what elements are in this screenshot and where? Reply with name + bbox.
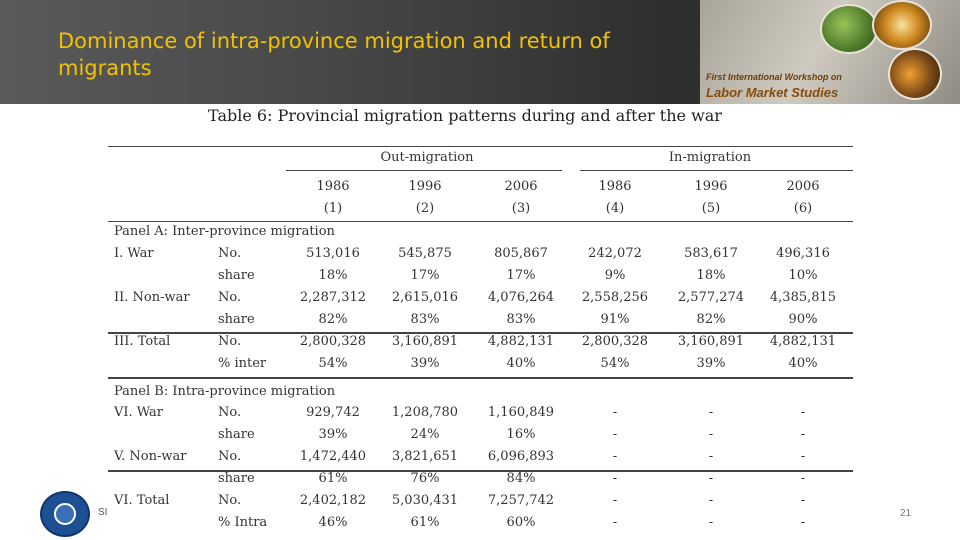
row-measure: No. <box>218 405 242 420</box>
table-cell: 54% <box>318 356 348 371</box>
table-cell: 3,160,891 <box>677 334 745 349</box>
out-migration-rule <box>286 170 562 171</box>
table-cell: 1,160,849 <box>487 405 555 420</box>
table-cell: 3,160,891 <box>391 334 459 349</box>
table-cell: - <box>708 515 714 530</box>
year-header: 2006 <box>504 179 538 194</box>
table-cell: 39% <box>410 356 440 371</box>
table-cell: 545,875 <box>398 246 452 261</box>
row-measure: No. <box>218 334 242 349</box>
table-cell: 4,882,131 <box>769 334 837 349</box>
table-cell: - <box>612 471 618 486</box>
table-cell: 2,287,312 <box>299 290 367 305</box>
table-cell: 61% <box>410 515 440 530</box>
table-cell: 4,385,815 <box>769 290 837 305</box>
banner-photo-worker-icon <box>888 48 942 100</box>
column-number: (1) <box>323 201 343 216</box>
table-cell: 2,558,256 <box>581 290 649 305</box>
year-header: 2006 <box>786 179 820 194</box>
banner-line-2: Labor Market Studies <box>706 85 839 100</box>
group-header-in: In-migration <box>668 150 752 165</box>
table-cell: 929,742 <box>306 405 360 420</box>
table-cell: - <box>800 449 806 464</box>
workshop-banner <box>700 0 960 104</box>
table-cell: - <box>800 493 806 508</box>
university-logo-icon <box>40 491 90 537</box>
table-cell: 4,882,131 <box>487 334 555 349</box>
table-cell: 76% <box>410 471 440 486</box>
table-cell: 805,867 <box>494 246 548 261</box>
table-cell: 39% <box>696 356 726 371</box>
row-measure: No. <box>218 449 242 464</box>
column-number: (3) <box>511 201 531 216</box>
table-cell: 5,030,431 <box>391 493 459 508</box>
panel-a-title: Panel A: Inter-province migration <box>114 224 335 239</box>
panel-b-title: Panel B: Intra-province migration <box>114 384 336 399</box>
table-cell: - <box>800 471 806 486</box>
table-cell: 17% <box>410 268 440 283</box>
page-number: 21 <box>900 508 912 519</box>
table-cell: - <box>708 427 714 442</box>
table-cell: 61% <box>318 471 348 486</box>
table-cell: - <box>612 515 618 530</box>
column-number: (2) <box>415 201 435 216</box>
table-cell: 90% <box>788 312 818 327</box>
row-label: II. Non-war <box>114 290 190 305</box>
year-header: 1986 <box>316 179 350 194</box>
slide-header <box>0 0 960 104</box>
table-cell: 2,402,182 <box>299 493 367 508</box>
row-measure: share <box>218 268 255 283</box>
table-cell: 60% <box>506 515 536 530</box>
panel-divider <box>108 377 853 379</box>
in-migration-rule <box>580 170 853 171</box>
table-cell: 82% <box>318 312 348 327</box>
row-label: V. Non-war <box>114 449 187 464</box>
column-number: (5) <box>701 201 721 216</box>
migration-table <box>108 146 853 540</box>
table-cell: 54% <box>600 356 630 371</box>
table-cell: 10% <box>788 268 818 283</box>
table-top-rule <box>108 146 853 147</box>
table-cell: - <box>612 427 618 442</box>
row-measure: No. <box>218 493 242 508</box>
table-cell: 1,208,780 <box>391 405 459 420</box>
logo-text: SI <box>98 507 108 518</box>
table-cell: 9% <box>604 268 626 283</box>
table-cell: 583,617 <box>684 246 738 261</box>
table-cell: 40% <box>788 356 818 371</box>
table-cell: 16% <box>506 427 536 442</box>
table-cell: 2,800,328 <box>299 334 367 349</box>
banner-photo-industry-icon <box>872 0 932 50</box>
table-cell: - <box>800 427 806 442</box>
table-cell: 40% <box>506 356 536 371</box>
table-cell: - <box>800 515 806 530</box>
table-cell: 83% <box>506 312 536 327</box>
table-cell: 18% <box>696 268 726 283</box>
table-cell: 1,472,440 <box>299 449 367 464</box>
table-cell: - <box>612 449 618 464</box>
row-measure: share <box>218 471 255 486</box>
column-number: (4) <box>605 201 625 216</box>
table-cell: 242,072 <box>588 246 642 261</box>
table-cell: - <box>708 471 714 486</box>
table-cell: 3,821,651 <box>391 449 459 464</box>
year-header: 1996 <box>694 179 728 194</box>
table-cell: 46% <box>318 515 348 530</box>
row-measure: No. <box>218 290 242 305</box>
table-cell: 7,257,742 <box>487 493 555 508</box>
table-cell: 91% <box>600 312 630 327</box>
row-label: VI. Total <box>114 493 170 508</box>
table-cell: - <box>612 405 618 420</box>
table-caption: Table 6: Provincial migration patterns during and after the war <box>208 106 722 125</box>
year-header: 1996 <box>408 179 442 194</box>
row-label: III. Total <box>114 334 171 349</box>
group-header-out: Out-migration <box>380 150 474 165</box>
row-measure: No. <box>218 246 242 261</box>
table-cell: - <box>708 405 714 420</box>
table-cell: 2,577,274 <box>677 290 745 305</box>
table-cell: 2,615,016 <box>391 290 459 305</box>
table-cell: 18% <box>318 268 348 283</box>
row-label: VI. War <box>114 405 163 420</box>
table-cell: 82% <box>696 312 726 327</box>
table-cell: - <box>612 493 618 508</box>
table-cell: 17% <box>506 268 536 283</box>
table-cell: 84% <box>506 471 536 486</box>
row-measure: % inter <box>218 356 267 371</box>
table-cell: 6,096,893 <box>487 449 555 464</box>
table-cell: - <box>800 405 806 420</box>
table-cell: 2,800,328 <box>581 334 649 349</box>
row-measure: share <box>218 312 255 327</box>
table-cell: 496,316 <box>776 246 830 261</box>
row-measure: % Intra <box>218 515 268 530</box>
slide-title: Dominance of intra-province migration and return of migrants <box>58 29 610 80</box>
row-measure: share <box>218 427 255 442</box>
table-cell: - <box>708 493 714 508</box>
table-cell: - <box>708 449 714 464</box>
table-cell: 83% <box>410 312 440 327</box>
year-header: 1986 <box>598 179 632 194</box>
column-number: (6) <box>793 201 813 216</box>
banner-photo-field-icon <box>820 4 878 54</box>
table-cell: 4,076,264 <box>487 290 555 305</box>
table-cell: 24% <box>410 427 440 442</box>
banner-line-1: First International Workshop on <box>706 72 842 82</box>
table-cell: 513,016 <box>306 246 360 261</box>
table-cell: 39% <box>318 427 348 442</box>
row-label: I. War <box>114 246 154 261</box>
